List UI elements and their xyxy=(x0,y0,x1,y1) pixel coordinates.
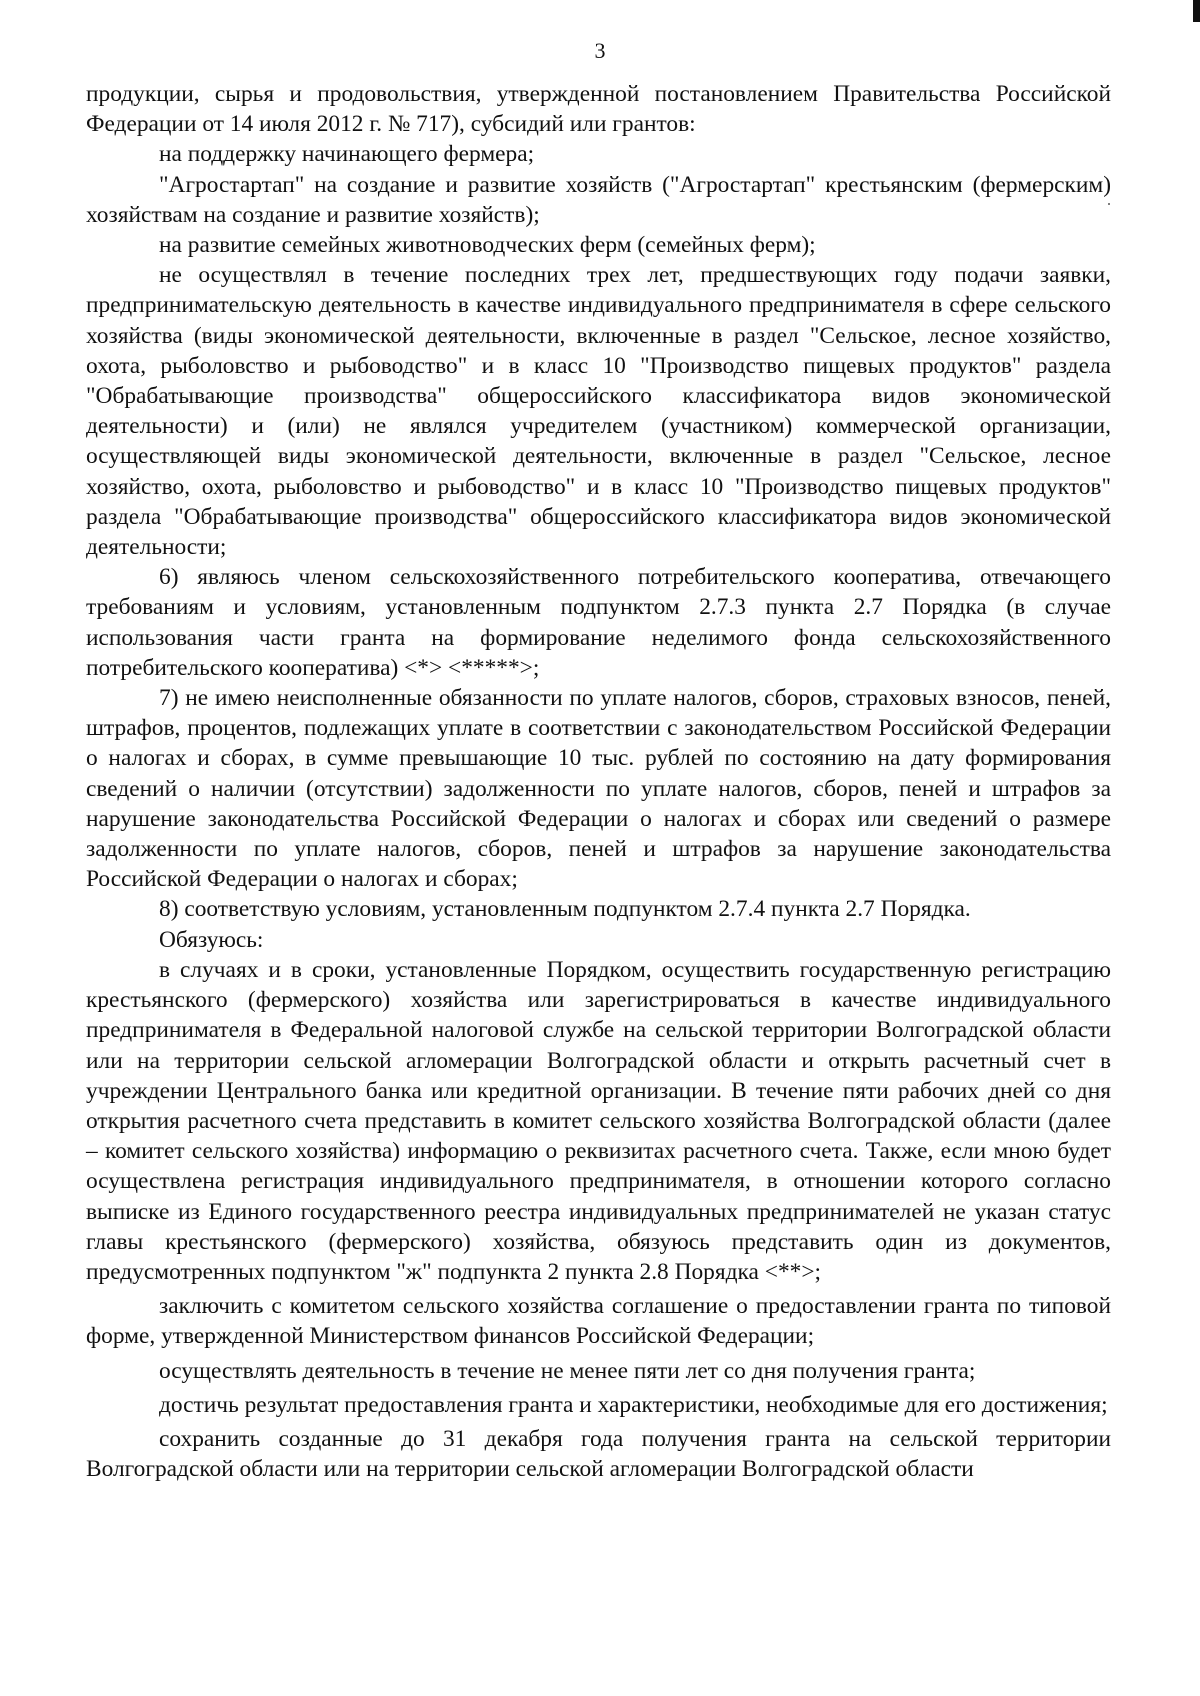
paragraph-item-7: 7) не имею неисполненные обязанности по уплате налогов, сборов, страховых взносов, пеней, штрафов, процентов, подлежащих уплате в соответствии с законодательством Российской Федерации о налогах и сборах, в сумме превышающие 10 тыс. рублей по состоянию на дату формирования сведений о наличии (отсутствии) задолженности по уплате налогов, сборов, пеней и штрафов за нарушение законодательства Российской Федерации о налогах и сборах или сведений о размере задолженности по уплате налогов, сборов, пеней и штрафов за нарушение законодательства Российской Федерации о налогах и сборах; xyxy=(86,685,1111,893)
paragraph-obligations-heading: Обязуюсь: xyxy=(159,926,264,953)
paragraph-family-farms: на развитие семейных животноводческих ферм (семейных ферм); xyxy=(159,232,816,259)
paragraph-no-entrepreneurship: не осуществлял в течение последних трех лет, предшествующих году подачи заявки, предпринимательскую деятельность в качестве индивидуального предпринимателя в сфере сельского хозяйства (виды экономической деятельности, включенные в раздел "Сельское, лесное хозяйство, охота, рыболовство и рыбоводство" и в класс 10 "Производство пищевых продуктов" раздела "Обрабатывающие производства" общероссийского классификатора видов экономической деятельности) и (или) не являлся учредителем (участником) коммерческой организации, осуществляющей виды экономической деятельности, включенные в раздел "Сельское, лесное хозяйство, охота, рыболовство и рыбоводство" и в класс 10 "Производство пищевых продуктов" раздела "Обрабатывающие производства" общероссийского классификатора видов экономической деятельности; xyxy=(86,262,1111,561)
paragraph-registration-obligation: в случаях и в сроки, установленные Порядком, осуществить государственную регистрацию крестьянского (фермерского) хозяйства или зарегистрироваться в качестве индивидуального предпринимателя в Федеральной налоговой службе на сельской территории Волгоградской области или на территории сельской агломерации Волгоградской области и открыть расчетный счет в учреждении Центрального банка или кредитной организации. В течение пяти рабочих дней со дня открытия расчетного счета представить в комитет сельского хозяйства Волгоградской области (далее – комитет сельского хозяйства) информацию о реквизитах расчетного счета. Также, если мною будет осуществлена регистрация индивидуального предпринимателя, в отношении которого согласно выписке из Единого государственного реестра индивидуальных предпринимателей не указан статус главы крестьянского (фермерского) хозяйства, обязуюсь представить один из документов, предусмотренных подпунктом "ж" подпункта 2 пункта 2.8 Порядка <**>; xyxy=(86,956,1111,1285)
paragraph-beginning-farmer: на поддержку начинающего фермера; xyxy=(159,141,535,168)
paragraph-continuation: продукции, сырья и продовольствия, утвержденной постановлением Правительства Российской Федерации от 14 июля 2012 г. № 717), субсидий или грантов: xyxy=(86,81,1111,138)
scan-edge-mark xyxy=(1193,0,1200,22)
document-body xyxy=(86,79,1111,1484)
paragraph-agrostartup: "Агростартап" на создание и развитие хозяйств ("Агростартап" крестьянским (фермерским) хозяйствам на создание и развитие хозяйств); xyxy=(86,171,1111,228)
page-number: 3 xyxy=(594,38,606,63)
paragraph-item-8: 8) соответствую условиям, установленным подпунктом 2.7.4 пункта 2.7 Порядка. xyxy=(159,896,971,923)
paragraph-result-obligation: достичь результат предоставления гранта и характеристики, необходимые для его достижения; xyxy=(159,1391,1108,1418)
paragraph-activity-obligation: осуществлять деятельность в течение не менее пяти лет со дня получения гранта; xyxy=(159,1357,976,1384)
paragraph-item-6: 6) являюсь членом сельскохозяйственного потребительского кооператива, отвечающего требованиям и условиям, установленным подпунктом 2.7.3 пункта 2.7 Порядка (в случае использования части гранта на формирование неделимого фонда сельскохозяйственного потребительского кооператива) <*> <*****>; xyxy=(86,564,1111,681)
paragraph-agreement-obligation: заключить с комитетом сельского хозяйства соглашение о предоставлении гранта по типовой форме, утвержденной Министерством финансов Российской Федерации; xyxy=(86,1293,1111,1350)
paragraph-preserve-obligation: сохранить созданные до 31 декабря года получения гранта на сельской территории Волгоградской области или на территории сельской агломерации Волгоградской области xyxy=(86,1425,1111,1483)
